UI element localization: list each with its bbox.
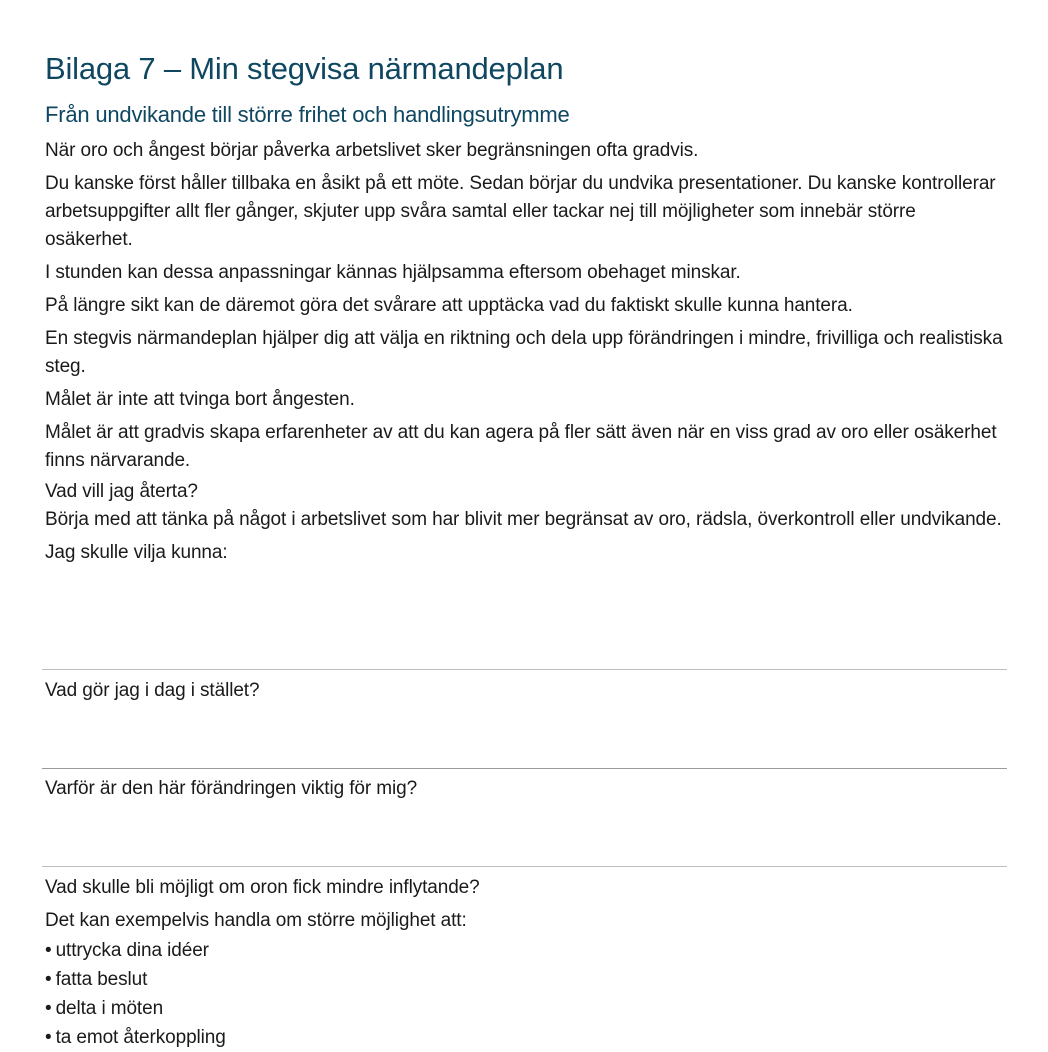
document-title: Bilaga 7 – Min stegvisa närmandeplan [45,51,564,86]
intro-paragraph: Målet är att gradvis skapa erfarenheter av att du kan agera på fler sätt även när en viss grad av oro eller osäkerhet finns närvarande. [45,422,997,471]
prompt-doing-instead: Vad gör jag i dag i stället? [45,680,260,701]
intro-paragraph: På längre sikt kan de däremot göra det svårare att upptäcka vad du faktiskt skulle kunna hantera. [45,295,853,316]
list-item: • uttrycka dina idéer [45,940,209,961]
examples-list [45,936,226,1052]
intro-paragraph: En stegvis närmandeplan hjälper dig att välja en riktning och dela upp förändringen i mindre, frivilliga och realistiska steg. [45,328,1003,377]
bullet-icon: • [45,1027,52,1048]
bullet-icon: • [45,969,52,990]
answer-line [42,768,1007,769]
examples-intro: Det kan exempelvis handla om större möjlighet att: [45,910,467,931]
intro-paragraph: Målet är inte att tvinga bort ångesten. [45,389,355,410]
prompt-would-like: Jag skulle vilja kunna: [45,542,228,563]
document-subtitle: Från undvikande till större frihet och handlingsutrymme [45,102,570,127]
prompt-why-important: Varför är den här förändringen viktig för mig? [45,778,418,799]
intro-paragraph: Du kanske först håller tillbaka en åsikt på ett möte. Sedan börjar du undvika presentationer. Du kanske kontrollerar arbetsuppgifter allt fler gånger, skjuter upp svåra samtal eller tackar nej till möjligheter som innebär större osäkerhet. [45,173,996,250]
intro-paragraph: I stunden kan dessa anpassningar kännas hjälpsamma eftersom obehaget minskar. [45,262,741,283]
list-item: • delta i möten [45,998,164,1019]
bullet-icon: • [45,940,52,961]
section-intro: Börja med att tänka på något i arbetslivet som har blivit mer begränsat av oro, rädsla, överkontroll eller undvikande. [45,509,1002,530]
answer-line [42,669,1007,670]
intro-paragraph: När oro och ångest börjar påverka arbetslivet sker begränsningen ofta gradvis. [45,140,699,161]
document-page [45,46,1007,567]
prompt-what-possible: Vad skulle bli möjligt om oron fick mindre inflytande? [45,877,480,898]
section-heading: Vad vill jag återta? [45,481,198,502]
answer-line [42,866,1007,867]
list-item: • fatta beslut [45,969,148,990]
bullet-icon: • [45,998,52,1019]
list-item: • ta emot återkoppling [45,1027,226,1048]
